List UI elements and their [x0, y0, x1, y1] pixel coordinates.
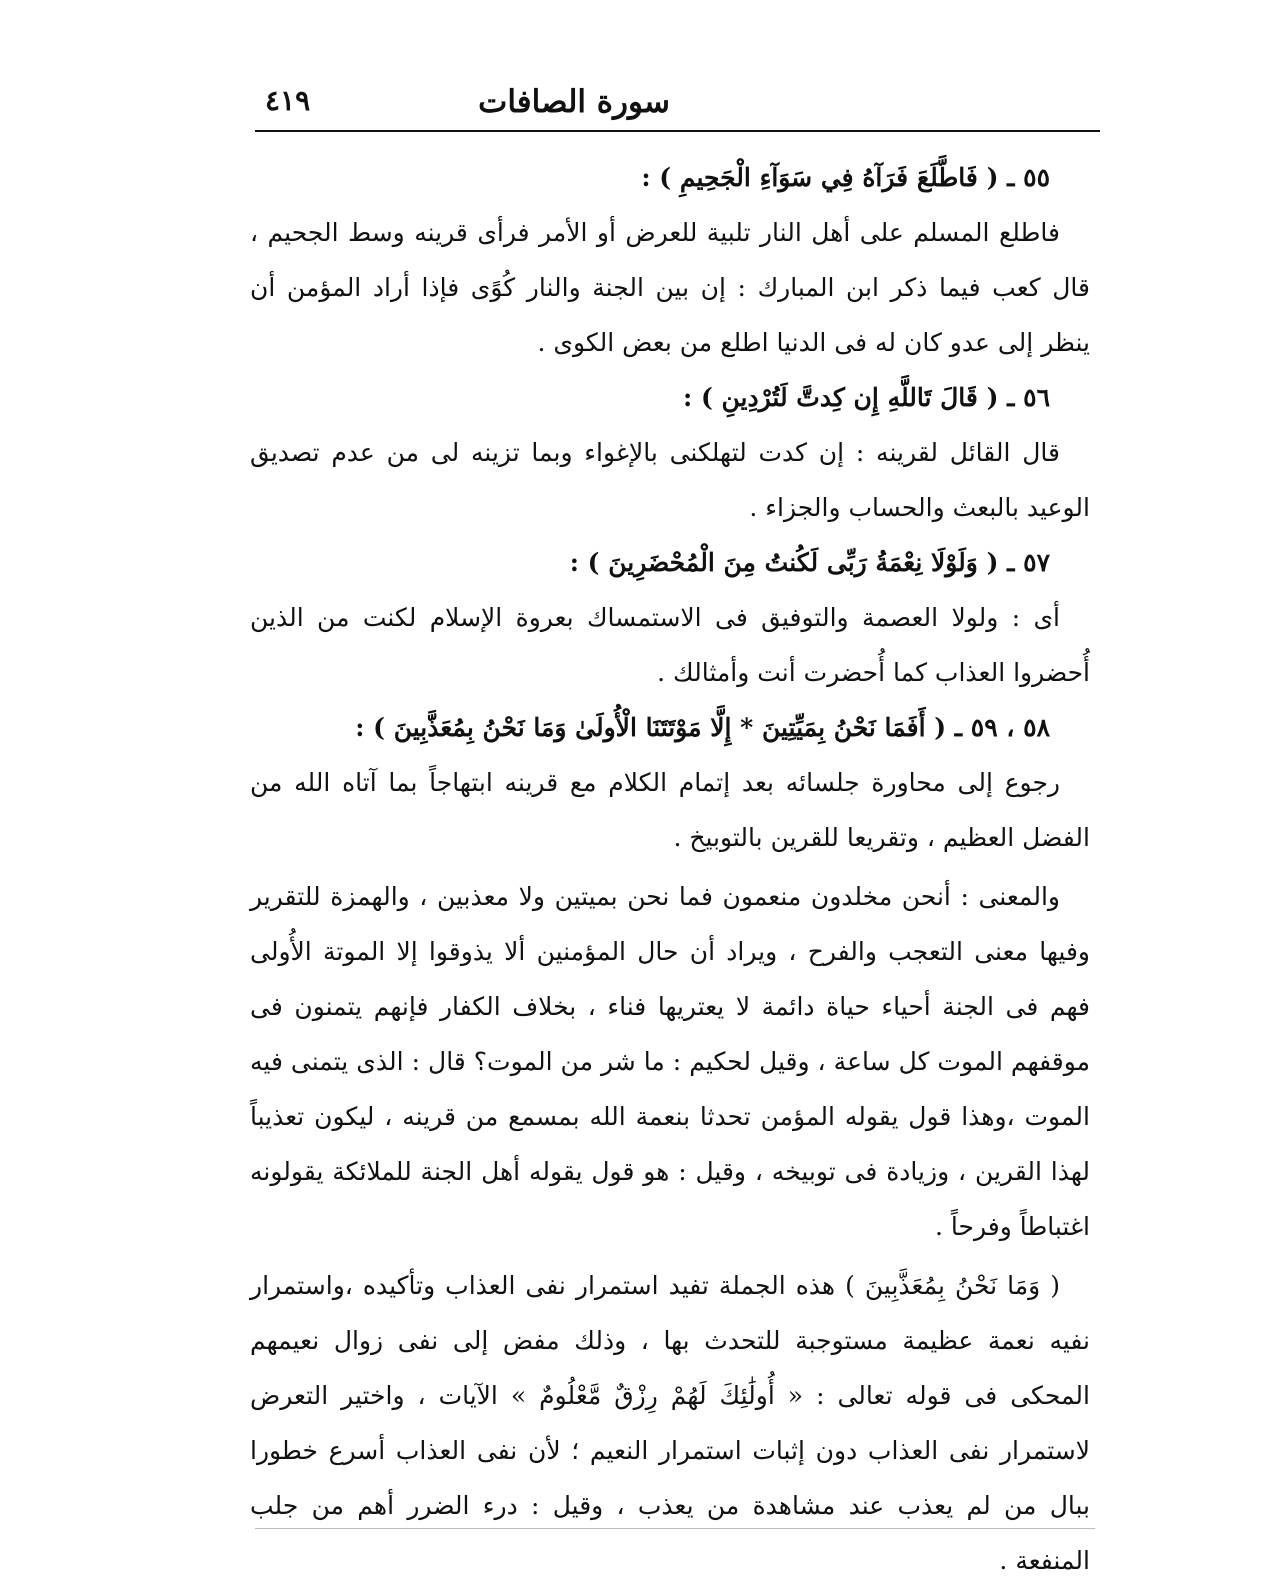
page-header: [255, 78, 1100, 128]
tafsir-paragraph-55: فاطلع المسلم على أهل النار تلبية للعرض أو الأمر فرأى قرينه وسط الجحيم ، قال كعب فيما ذكر ابن المبارك : إن بين الجنة والنار كُوًى فإذا أراد المؤمن أن ينظر إلى عدو كان له فى الدنيا اطلع من بعض الكوى .: [250, 218, 1090, 357]
verse-heading-58-59: ٥٨ ، ٥٩ ـ ( أَفَمَا نَحْنُ بِمَيِّتِينَ * إِلَّا مَوْتَتَنَا الْأُولَىٰ وَمَا نَحْنُ بِمُعَذَّبِينَ ) :: [355, 713, 1050, 742]
header-divider: [255, 130, 1100, 132]
footer-divider: [255, 1528, 1095, 1529]
verse-heading-55: ٥٥ ـ ( فَاطَّلَعَ فَرَآهُ فِي سَوَآءِ الْجَحِيمِ ) :: [641, 163, 1050, 192]
tafsir-paragraph-56: قال القائل لقرينه : إن كدت لتهلكنى بالإغواء وبما تزينه لى من عدم تصديق الوعيد بالبعث والحساب والجزاء .: [250, 438, 1090, 522]
page-number: ٤١٩: [265, 84, 311, 117]
page-body: [250, 150, 1090, 1588]
closing-paragraph: ( وَمَا نَحْنُ بِمُعَذَّبِينَ ) هذه الجملة تفيد استمرار نفى العذاب وتأكيده ،واستمرار نفيه نعمة عظيمة مستوجبة للتحدث بها ، وذلك مفض إلى نفى زوال نعيمهم المحكى فى قوله تعالى : « أُولَٰئِكَ لَهُمْ رِزْقٌ مَّعْلُومٌ » الآيات ، واختير التعرض لاستمرار نفى العذاب دون إثبات استمرار النعيم ؛ لأن نفى العذاب أسرع خطورا ببال من لم يعذب عند مشاهدة من يعذب ، وقيل : درء الضرر أهم من جلب المنفعة .: [250, 1271, 1090, 1575]
verse-heading-56: ٥٦ ـ ( قَالَ تَاللَّهِ إِن كِدتَّ لَتُرْدِينِ ) :: [683, 383, 1050, 412]
tafsir-paragraph-57: أى : ولولا العصمة والتوفيق فى الاستمساك بعروة الإسلام لكنت من الذين أُحضروا العذاب كما أُحضرت أنت وأمثالك .: [250, 603, 1090, 687]
tafsir-paragraph-58-59: رجوع إلى محاورة جلسائه بعد إتمام الكلام مع قرينه ابتهاجاً بما آتاه الله من الفضل العظيم ، وتقريعا للقرين بالتوبيخ .: [250, 768, 1090, 852]
meaning-paragraph: والمعنى : أنحن مخلدون منعمون فما نحن بميتين ولا معذبين ، والهمزة للتقرير وفيها معنى التعجب والفرح ، ويراد أن حال المؤمنين ألا يذوقوا إلا الموتة الأُولى فهم فى الجنة أحياء حياة دائمة لا يعتريها فناء ، بخلاف الكفار فإنهم يتمنون فى موقفهم الموت كل ساعة ، وقيل لحكيم : ما شر من الموت؟ قال : الذى يتمنى فيه الموت ،وهذا قول يقوله المؤمن تحدثا بنعمة الله بمسمع من قرينه ، ليكون تعذيباً لهذا القرين ، وزيادة فى توبيخه ، وقيل : هو قول يقوله أهل الجنة للملائكة يقولونه اغتباطاً وفرحاً .: [250, 882, 1090, 1241]
verse-heading-57: ٥٧ ـ ( وَلَوْلَا نِعْمَةُ رَبِّى لَكُنتُ مِنَ الْمُحْضَرِينَ ) :: [569, 548, 1050, 577]
surah-title: سورة الصافات: [478, 84, 670, 120]
